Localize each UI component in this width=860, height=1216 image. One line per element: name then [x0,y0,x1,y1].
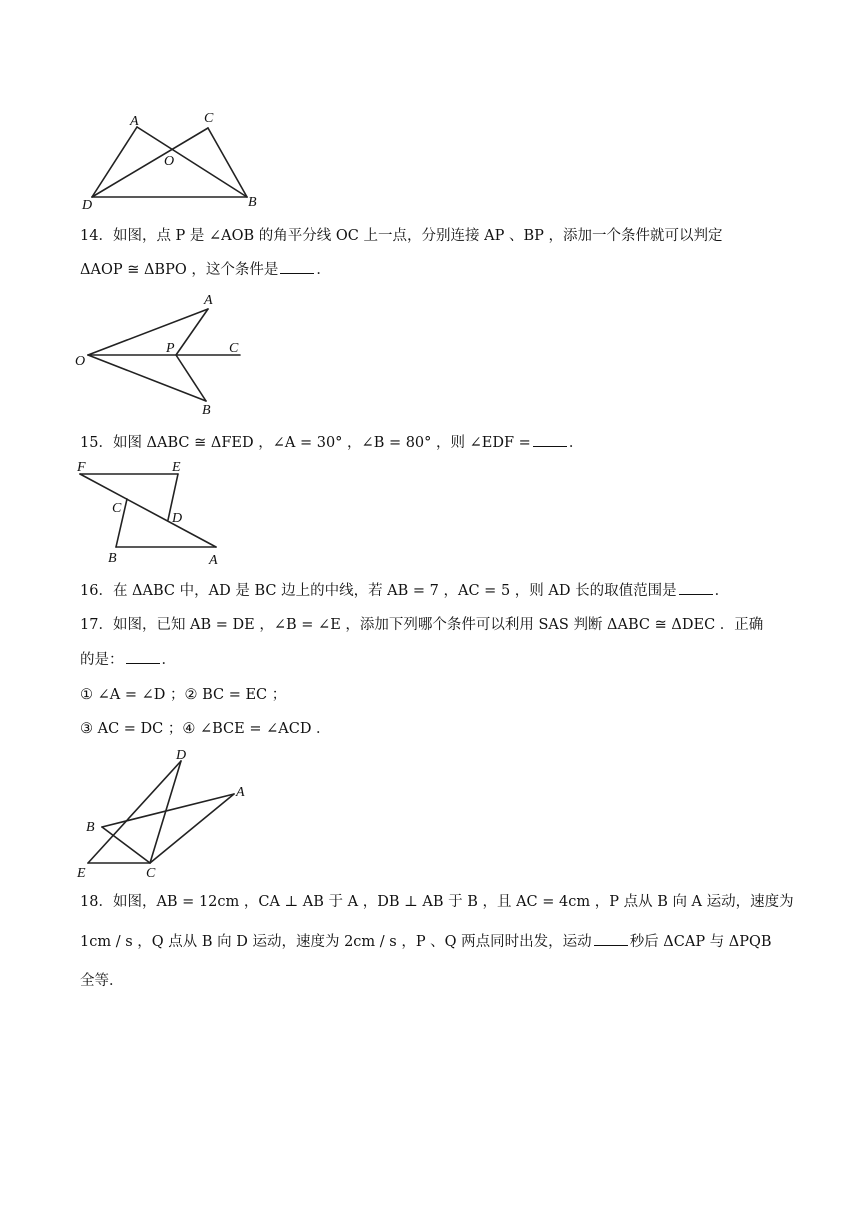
label-A: A [236,785,245,800]
answer-blank [280,260,314,274]
answer-blank [533,433,567,447]
figure-q14 [72,290,252,420]
q17-line2 [80,650,176,670]
figure-q15 [74,458,234,570]
label-A: A [130,114,139,129]
label-D: D [176,748,187,763]
figure-q17-svg [74,745,264,883]
label-B: B [86,820,95,835]
q17-line2-pre: 的是： [80,652,124,668]
label-C: C [204,111,214,126]
q18-line1: 18．如图，AB = 12cm ，CA ⊥ AB 于 A ，DB ⊥ AB 于 B ，且 AC = 4cm ，P 点从 B 向 A 运动，速度为 [80,894,794,910]
label-C: C [146,866,156,881]
q18-line3: 全等． [80,973,124,989]
q15-line1-pre: 15．如图 ΔABC ≅ ΔFED ，∠A = 30° ，∠B = 80° ，则 ∠EDF = [80,435,531,451]
figure-q13-svg [80,105,270,215]
answer-blank [594,932,628,946]
figure-q14-svg [72,290,252,420]
label-C: C [229,341,239,356]
label-O: O [75,354,86,369]
q18-line2 [80,932,772,952]
figure-q17 [74,745,264,883]
label-O: O [164,154,175,169]
label-P: P [166,341,175,356]
q16-line1 [80,581,729,601]
q14-line2-pre: ΔAOP ≅ ΔBPO ，这个条件是 [80,262,279,278]
label-D: D [82,198,93,213]
q16-line1-pre: 16．在 ΔABC 中，AD 是 BC 边上的中线，若 AB = 7 ，AC = 5 ，则 AD 长的取值范围是 [80,583,677,599]
label-B: B [202,403,211,418]
label-C: C [112,501,122,516]
answer-blank [126,650,160,664]
figure-q15-svg [74,458,234,570]
q17-option-3-4: ③ AC = DC ；④ ∠BCE = ∠ACD ． [80,721,331,737]
q14-line2 [80,260,331,280]
q18-line2-post: 秒后 ΔCAP 与 ΔPQB [629,934,772,950]
label-B: B [108,551,117,566]
q15-line1 [80,433,583,453]
label-E: E [172,460,181,475]
label-F: F [77,460,86,475]
figure-q13 [80,105,270,215]
label-A: A [209,553,218,568]
q16-line1-post: ． [714,583,730,599]
label-A: A [204,293,213,308]
label-D: D [172,511,183,526]
answer-blank [679,581,713,595]
label-B: B [248,195,257,210]
q17-line2-post: ． [161,652,176,668]
q17-line1: 17．如图，已知 AB = DE ，∠B = ∠E ，添加下列哪个条件可以利用 SAS 判断 ΔABC ≅ ΔDEC ．正确 [80,617,764,633]
q17-option-1-2: ① ∠A = ∠D ；② BC = EC ； [80,687,287,703]
q14-line2-post: ． [316,262,331,278]
q18-line2-pre: 1cm / s ，Q 点从 B 向 D 运动，速度为 2cm / s ，P 、Q 两点同时出发，运动 [80,934,592,950]
label-E: E [77,866,86,881]
q15-line1-post: ． [568,435,584,451]
q14-line1: 14．如图，点 P 是 ∠AOB 的角平分线 OC 上一点，分别连接 AP 、BP ，添加一个条件就可以判定 [80,228,723,244]
